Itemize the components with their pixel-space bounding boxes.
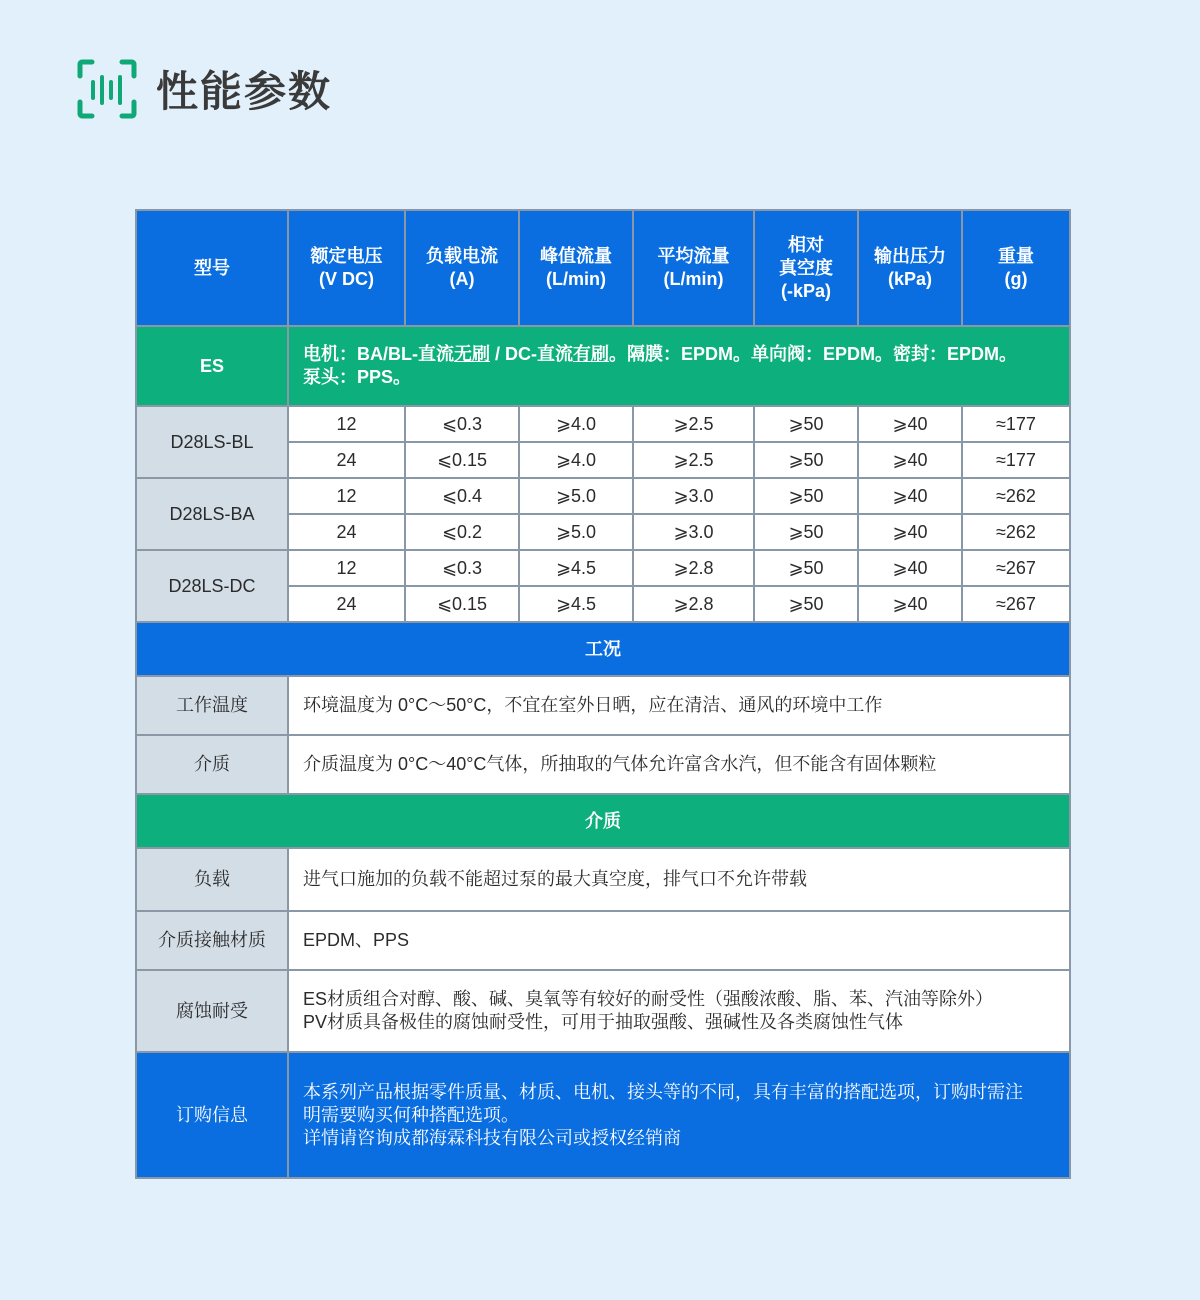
value-cell: ⩾50 xyxy=(754,442,858,478)
value-cell: 24 xyxy=(288,442,405,478)
corrosion-row xyxy=(136,970,1070,1052)
value-cell: ⩽0.4 xyxy=(405,478,519,514)
work-temperature-row xyxy=(136,676,1070,735)
column-header-line: 重量 xyxy=(998,246,1034,266)
value-cell: ⩾4.0 xyxy=(519,406,633,442)
order-info-row xyxy=(136,1052,1070,1178)
section-conditions xyxy=(136,622,1070,676)
column-header-line: (L/min) xyxy=(663,269,724,289)
load-row xyxy=(136,848,1070,911)
row-label: 介质 xyxy=(136,735,288,794)
value-cell: ⩾2.8 xyxy=(633,550,754,586)
row-text: 环境温度为 0°C～50°C，不宜在室外日晒，应在清洁、通风的环境中工作 xyxy=(288,676,1070,735)
barcode-scan-icon xyxy=(76,58,138,120)
value-cell: ⩾50 xyxy=(754,406,858,442)
column-header xyxy=(519,210,633,326)
column-header-line: (kPa) xyxy=(887,269,932,289)
column-header-line: (L/min) xyxy=(546,269,606,289)
column-header-line: 额定电压 xyxy=(310,246,383,266)
es-label: ES xyxy=(136,326,288,406)
row-text-line: PV材质具备极佳的腐蚀耐受性，可用于抽取强酸、强碱性及各类腐蚀性气体 xyxy=(303,1012,904,1032)
row-text xyxy=(288,970,1070,1052)
column-header xyxy=(288,210,405,326)
column-header-line: 平均流量 xyxy=(657,246,730,266)
value-cell: ≈177 xyxy=(962,406,1070,442)
row-text-line: 明需要购买何种搭配选项。 xyxy=(303,1104,519,1125)
value-cell: ⩾5.0 xyxy=(519,514,633,550)
value-cell: ⩾3.0 xyxy=(633,514,754,550)
value-cell: ⩾50 xyxy=(754,514,858,550)
value-cell: ⩾50 xyxy=(754,550,858,586)
value-cell: 24 xyxy=(288,586,405,622)
value-cell: ⩽0.15 xyxy=(405,442,519,478)
row-text-line: 详情请咨询成都海霖科技有限公司或授权经销商 xyxy=(303,1127,681,1148)
value-cell: ≈267 xyxy=(962,550,1070,586)
value-cell: ⩾40 xyxy=(858,550,962,586)
es-description-part: / DC-直流 xyxy=(490,344,573,364)
value-cell: ≈267 xyxy=(962,586,1070,622)
section-title: 工况 xyxy=(136,622,1070,676)
value-cell: ⩾2.5 xyxy=(633,406,754,442)
contact-material-row xyxy=(136,911,1070,970)
value-cell: ⩾40 xyxy=(858,406,962,442)
es-description-line xyxy=(303,343,1055,366)
row-label: 腐蚀耐受 xyxy=(136,970,288,1052)
table-row xyxy=(136,550,1070,586)
es-description-part: 有刷 xyxy=(573,344,609,364)
value-cell: ⩽0.2 xyxy=(405,514,519,550)
column-header-line: (g) xyxy=(1004,269,1028,289)
column-header xyxy=(754,210,858,326)
value-cell: ⩽0.15 xyxy=(405,586,519,622)
row-text-line: ES材质组合对醇、酸、碱、臭氧等有较好的耐受性（强酸浓酸、脂、苯、汽油等除外） xyxy=(303,989,994,1009)
value-cell: ⩾4.5 xyxy=(519,586,633,622)
value-cell: 12 xyxy=(288,406,405,442)
row-text: 介质温度为 0°C～40°C气体，所抽取的气体允许富含水汽，但不能含有固体颗粒 xyxy=(288,735,1070,794)
es-description-part: 无刷 xyxy=(454,344,490,364)
row-text: EPDM、PPS xyxy=(288,911,1070,970)
section-title: 介质 xyxy=(136,794,1070,848)
page-title: 性能参数 xyxy=(156,68,333,115)
value-cell: ⩾2.5 xyxy=(633,442,754,478)
spec-table xyxy=(135,209,1071,1179)
value-cell: ≈262 xyxy=(962,478,1070,514)
column-header xyxy=(136,210,288,326)
value-cell: ⩾4.5 xyxy=(519,550,633,586)
page-header xyxy=(76,58,332,120)
column-header-line: 相对 xyxy=(788,234,824,255)
value-cell: ⩾2.8 xyxy=(633,586,754,622)
column-header-line: 真空度 xyxy=(779,257,833,278)
value-cell: ⩾3.0 xyxy=(633,478,754,514)
model-name: D28LS-BA xyxy=(136,478,288,550)
medium-row xyxy=(136,735,1070,794)
row-label: 订购信息 xyxy=(136,1052,288,1178)
table-row xyxy=(136,406,1070,442)
column-header xyxy=(633,210,754,326)
es-description-part: 电机：BA/BL-直流 xyxy=(303,344,454,364)
header-row xyxy=(136,210,1070,326)
value-cell: ≈177 xyxy=(962,442,1070,478)
column-header-line: (V DC) xyxy=(319,269,374,289)
column-header xyxy=(962,210,1070,326)
column-header-line: 负载电流 xyxy=(426,246,498,266)
value-cell: ⩾50 xyxy=(754,478,858,514)
value-cell: ≈262 xyxy=(962,514,1070,550)
value-cell: ⩾40 xyxy=(858,514,962,550)
row-label: 介质接触材质 xyxy=(136,911,288,970)
row-text-line: 本系列产品根据零件质量、材质、电机、接头等的不同，具有丰富的搭配选项，订购时需注 xyxy=(303,1081,1023,1102)
section-medium xyxy=(136,794,1070,848)
column-header-line: 型号 xyxy=(194,257,230,278)
value-cell: ⩾40 xyxy=(858,478,962,514)
model-name: D28LS-BL xyxy=(136,406,288,478)
value-cell: ⩾40 xyxy=(858,442,962,478)
value-cell: 12 xyxy=(288,550,405,586)
row-text xyxy=(288,1052,1070,1178)
row-label: 负载 xyxy=(136,848,288,911)
row-label: 工作温度 xyxy=(136,676,288,735)
column-header-line: 峰值流量 xyxy=(540,246,612,266)
value-cell: ⩾50 xyxy=(754,586,858,622)
model-name: D28LS-DC xyxy=(136,550,288,622)
value-cell: 12 xyxy=(288,478,405,514)
es-row xyxy=(136,326,1070,406)
value-cell: ⩾40 xyxy=(858,586,962,622)
table-row xyxy=(136,478,1070,514)
value-cell: ⩾5.0 xyxy=(519,478,633,514)
es-description xyxy=(288,326,1070,406)
value-cell: ⩾4.0 xyxy=(519,442,633,478)
value-cell: ⩽0.3 xyxy=(405,406,519,442)
es-description-part: 。隔膜：EPDM。单向阀：EPDM。密封：EPDM。 xyxy=(609,344,1018,364)
value-cell: ⩽0.3 xyxy=(405,550,519,586)
column-header-line: (-kPa) xyxy=(780,280,831,301)
es-description-line: 泵头：PPS。 xyxy=(303,367,412,387)
column-header-line: 输出压力 xyxy=(874,246,946,266)
row-text: 进气口施加的负载不能超过泵的最大真空度，排气口不允许带载 xyxy=(288,848,1070,911)
column-header xyxy=(858,210,962,326)
value-cell: 24 xyxy=(288,514,405,550)
column-header-line: (A) xyxy=(449,269,475,289)
column-header xyxy=(405,210,519,326)
